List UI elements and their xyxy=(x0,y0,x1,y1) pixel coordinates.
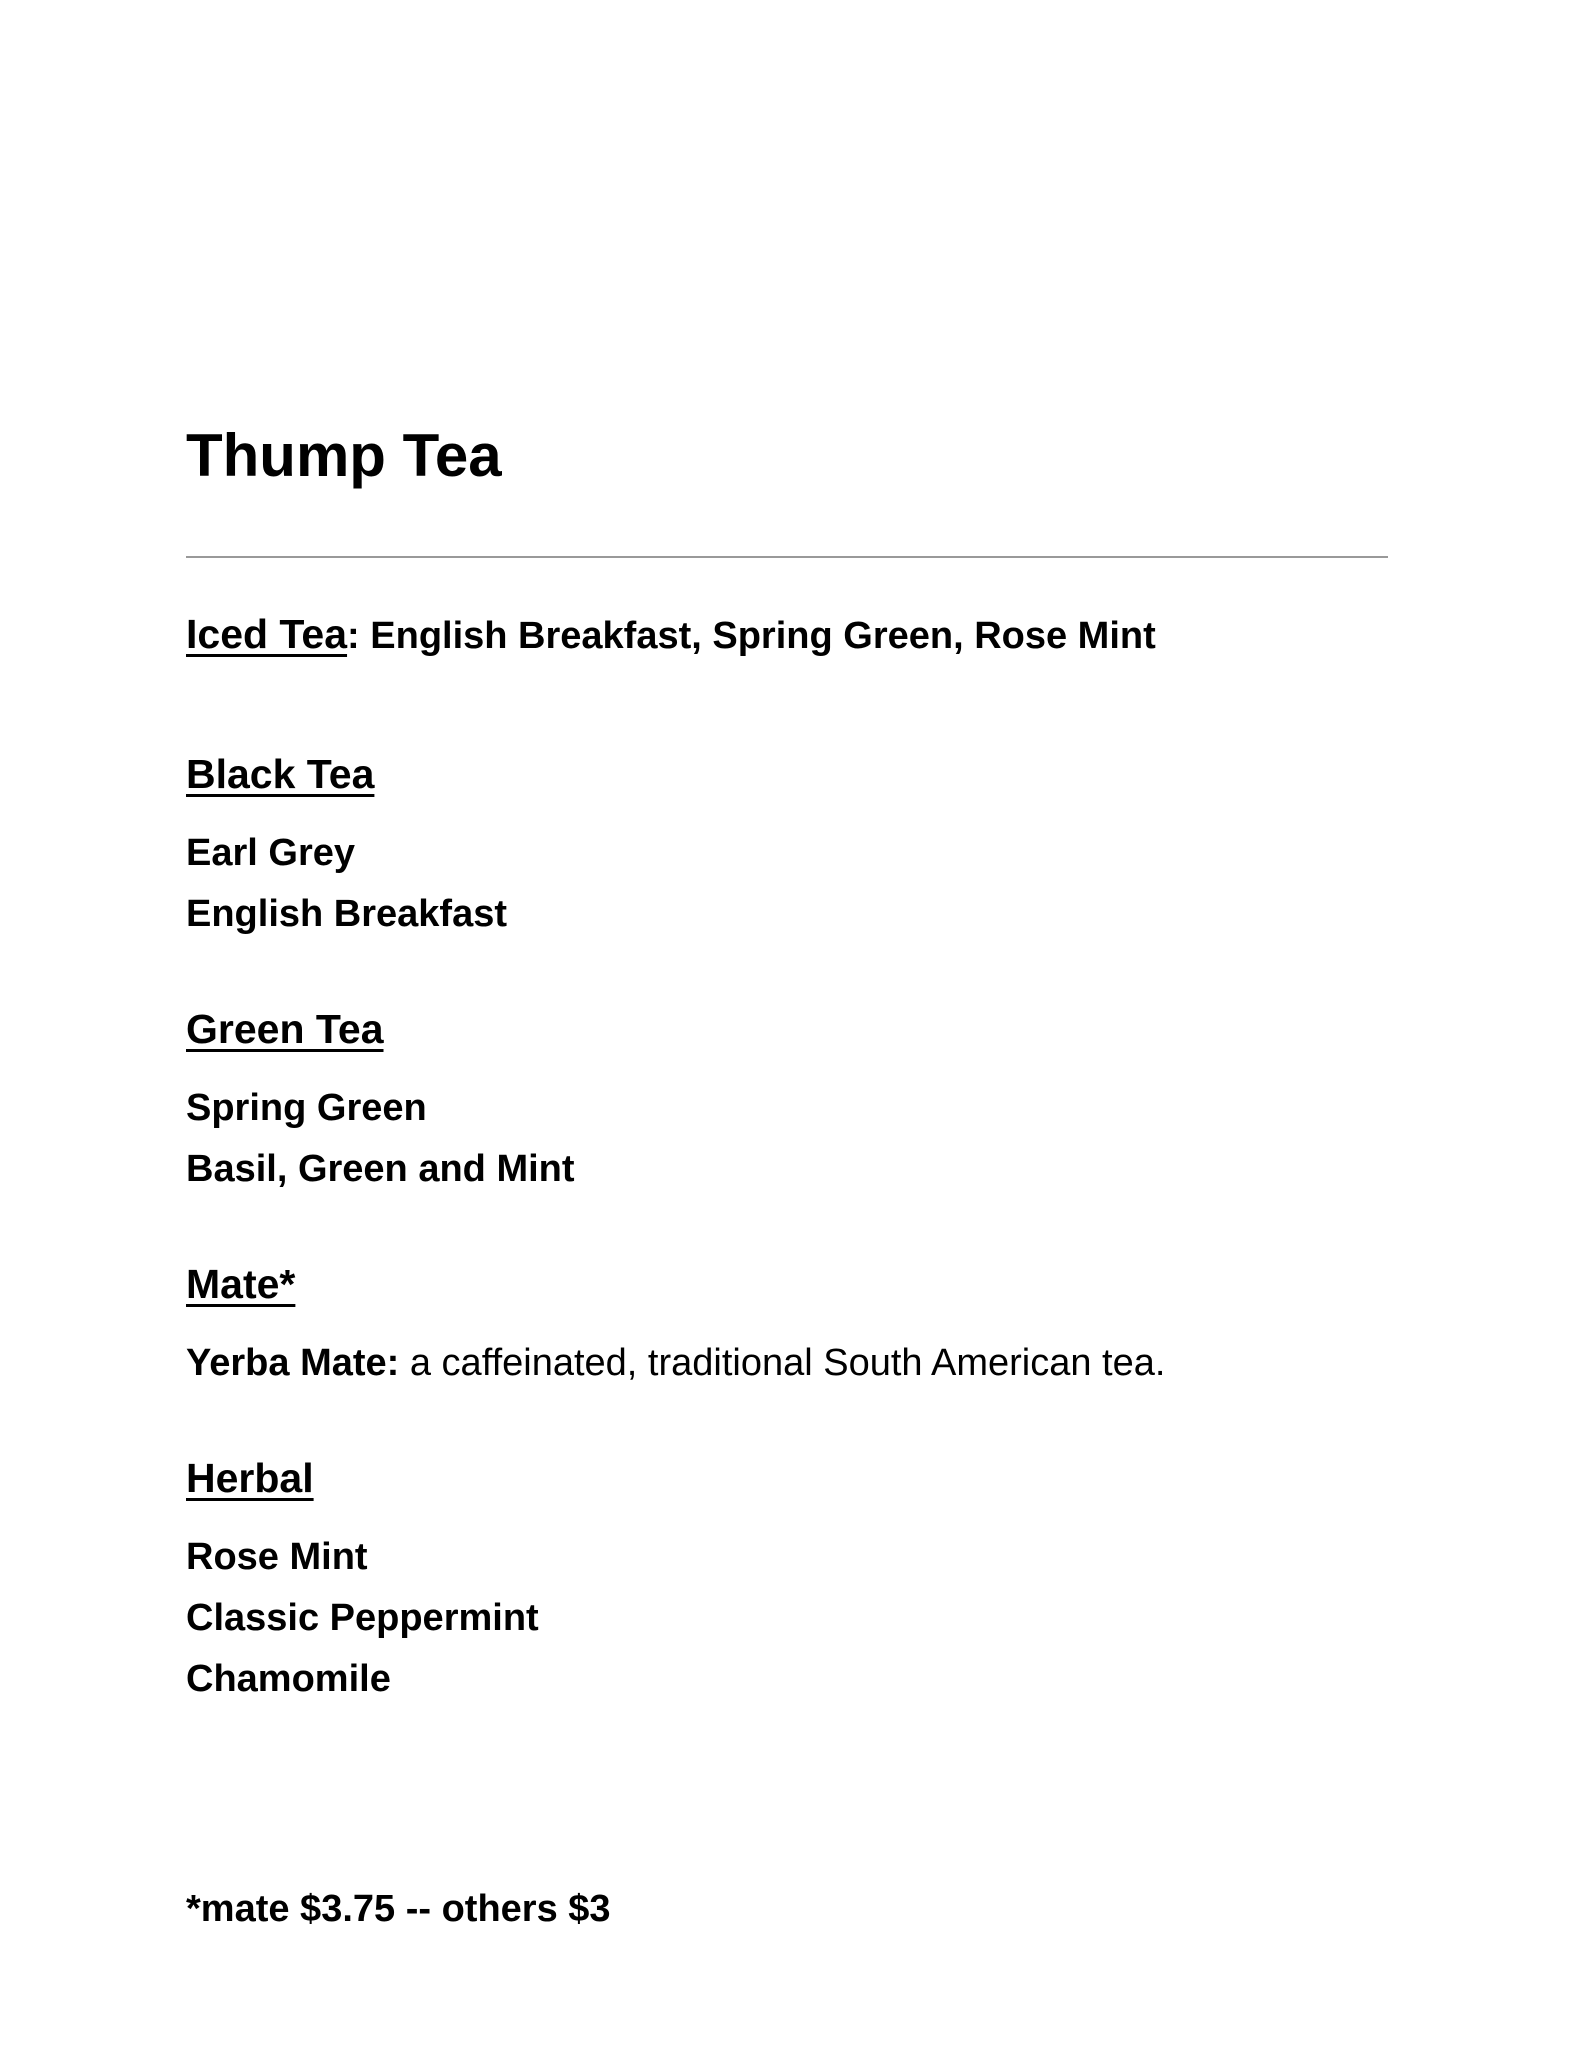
section-black-tea xyxy=(186,750,1388,945)
title-divider xyxy=(186,556,1388,558)
iced-tea-separator: : xyxy=(347,615,371,657)
iced-tea-items: English Breakfast, Spring Green, Rose Mint xyxy=(370,615,1156,657)
menu-item: English Breakfast xyxy=(186,893,507,935)
section-green-tea xyxy=(186,1005,1388,1200)
mate-heading: Mate* xyxy=(186,1261,296,1307)
mate-description-text: a caffeinated, traditional South American tea. xyxy=(399,1342,1166,1384)
menu-item: Classic Peppermint xyxy=(186,1597,539,1639)
mate-description-label: Yerba Mate: xyxy=(186,1342,400,1384)
herbal-heading: Herbal xyxy=(186,1455,314,1501)
iced-tea-heading: Iced Tea xyxy=(186,611,348,657)
price-footnote: *mate $3.75 -- others $3 xyxy=(186,1888,611,1930)
menu-item: Chamomile xyxy=(186,1658,391,1700)
section-mate xyxy=(186,1260,1388,1394)
iced-tea-line xyxy=(186,606,1388,664)
document-page xyxy=(186,0,1388,1933)
menu-item: Rose Mint xyxy=(186,1536,368,1578)
section-herbal xyxy=(186,1454,1388,1710)
mate-description xyxy=(186,1333,1388,1394)
menu-item: Earl Grey xyxy=(186,832,355,874)
menu-item: Basil, Green and Mint xyxy=(186,1148,575,1190)
green-tea-heading: Green Tea xyxy=(186,1006,384,1052)
document-title: Thump Tea xyxy=(186,422,502,489)
black-tea-heading: Black Tea xyxy=(186,751,375,797)
menu-item: Spring Green xyxy=(186,1087,427,1129)
